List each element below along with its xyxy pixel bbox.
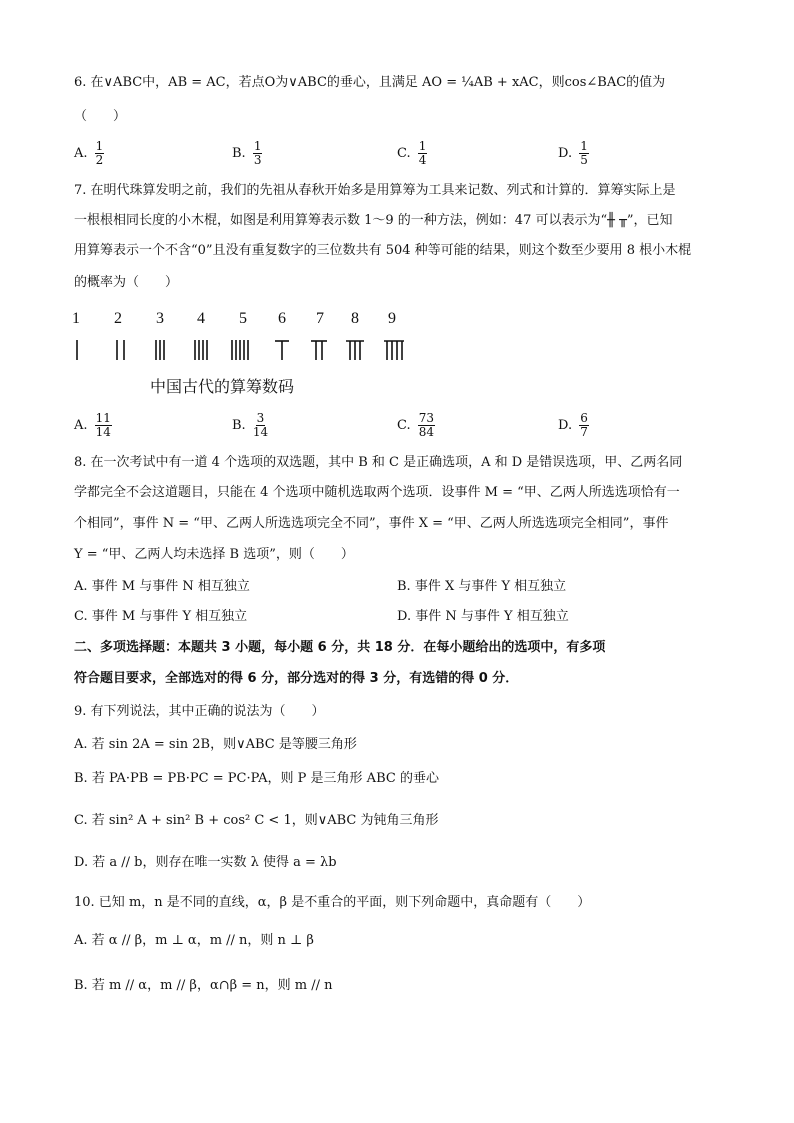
option-fraction	[418, 140, 428, 167]
q7-option-d	[558, 412, 592, 439]
rod-digit: 1	[72, 310, 80, 327]
counting-rods-glyphs	[68, 338, 428, 364]
rod-digit: 7	[316, 310, 324, 327]
option-fraction	[253, 140, 263, 167]
q8-option-a: A. 事件 M 与事件 N 相互独立	[74, 579, 250, 594]
option-fraction	[418, 412, 435, 439]
q8-option-b: B. 事件 X 与事件 Y 相互独立	[397, 579, 567, 594]
rod-digit: 9	[388, 310, 396, 327]
option-fraction	[95, 412, 112, 439]
q7-option-b	[232, 412, 271, 439]
fraction-denominator: 4	[418, 153, 427, 167]
q9-option-d: D. 若 a // b，则存在唯一实数 λ 使得 a = λb	[74, 855, 337, 870]
q6-option-c	[397, 140, 430, 167]
rod-digit: 6	[278, 310, 286, 327]
option-label: C.	[397, 418, 415, 433]
q6-stem-line1: 6. 在∨ABC中，AB = AC，若点O为∨ABC的垂心，且满足 AO = ¼AB + xAC，则cos∠BAC的值为	[74, 75, 666, 90]
rod-digit: 3	[156, 310, 164, 327]
rod-digit: 4	[197, 310, 205, 327]
fraction-numerator: 11	[95, 411, 111, 425]
q7-stem-line4: 的概率为（ ）	[74, 275, 179, 290]
q6-option-a	[74, 140, 107, 167]
rods-caption: 中国古代的算筹数码	[150, 377, 295, 396]
fraction-numerator: 6	[580, 411, 588, 425]
fraction-numerator: 73	[418, 411, 435, 425]
q7-stem-line1: 7. 在明代珠算发明之前，我们的先祖从春秋开始多是用算筹为工具来记数、列式和计算的．算筹实际上是	[74, 183, 676, 198]
fraction-denominator: 14	[95, 425, 111, 439]
section2-heading-line1: 二、多项选择题：本题共 3 小题，每小题 6 分，共 18 分．在每小题给出的选项中，有多项	[74, 640, 606, 655]
fraction-denominator: 3	[253, 153, 262, 167]
fraction-denominator: 2	[95, 153, 104, 167]
q10-stem: 10. 已知 m，n 是不同的直线，α，β 是不重合的平面，则下列命题中，真命题有（ ）	[74, 895, 591, 910]
fraction-denominator: 14	[252, 425, 269, 439]
fraction-numerator: 1	[95, 139, 104, 153]
option-label: B.	[232, 146, 250, 161]
q7-option-a	[74, 412, 115, 439]
q9-option-a: A. 若 sin 2A = sin 2B，则∨ABC 是等腰三角形	[74, 737, 357, 752]
fraction-denominator: 7	[580, 425, 588, 439]
q10-option-a: A. 若 α // β，m ⊥ α，m // n，则 n ⊥ β	[74, 933, 314, 948]
q9-option-b: B. 若 PA·PB = PB·PC = PC·PA，则 P 是三角形 ABC 的垂心	[74, 771, 439, 786]
rod-digit: 8	[351, 310, 359, 327]
q9-stem: 9. 有下列说法，其中正确的说法为（ ）	[74, 704, 325, 719]
q7-option-c	[397, 412, 438, 439]
q8-stem-line4: Y = “甲、乙两人均未选择 B 选项”，则（ ）	[74, 547, 354, 562]
counting-rods-figure	[68, 310, 428, 370]
option-label: D.	[558, 146, 577, 161]
q8-stem-line3: 个相同”，事件 N = “甲、乙两人所选选项完全不同”，事件 X = “甲、乙两人所选选项完全相同”，事件	[74, 516, 669, 531]
q8-option-c: C. 事件 M 与事件 Y 相互独立	[74, 609, 248, 624]
q6-option-b	[232, 140, 265, 167]
fraction-numerator: 3	[256, 411, 265, 425]
q8-option-d: D. 事件 N 与事件 Y 相互独立	[397, 609, 569, 624]
q9-option-c: C. 若 sin² A + sin² B + cos² C < 1，则∨ABC 为钝角三角形	[74, 813, 439, 828]
q8-stem-line1: 8. 在一次考试中有一道 4 个选项的双选题，其中 B 和 C 是正确选项，A 和 D 是错误选项，甲、乙两名同	[74, 455, 683, 470]
option-fraction	[579, 412, 589, 439]
fraction-numerator: 1	[580, 139, 588, 153]
fraction-denominator: 84	[418, 425, 435, 439]
q6-option-d	[558, 140, 592, 167]
q6-stem-line2: （ ）	[74, 109, 127, 124]
q7-stem-line3: 用算筹表示一个不含“0”且没有重复数字的三位数共有 504 种等可能的结果，则这个数至少要用 8 根小木棍	[74, 243, 692, 258]
rod-digit: 5	[239, 310, 247, 327]
q10-option-b: B. 若 m // α，m // β，α∩β = n，则 m // n	[74, 978, 333, 993]
option-label: C.	[397, 146, 415, 161]
option-label: A.	[74, 146, 92, 161]
fraction-denominator: 5	[580, 153, 588, 167]
option-fraction	[95, 140, 105, 167]
q8-stem-line2: 学都完全不会这道题目，只能在 4 个选项中随机选取两个选项．设事件 M = “甲、乙两人所选选项恰有一	[74, 485, 680, 500]
fraction-numerator: 1	[253, 139, 262, 153]
rod-digit: 2	[114, 310, 122, 327]
option-label: A.	[74, 418, 92, 433]
option-label: B.	[232, 418, 250, 433]
option-fraction	[579, 140, 589, 167]
fraction-numerator: 1	[418, 139, 427, 153]
q7-stem-line2: 一根根相同长度的小木棍，如图是利用算筹表示数 1～9 的一种方法，例如：47 可以表示为“╫ ╥”，已知	[74, 213, 673, 228]
section2-heading-line2: 符合题目要求，全部选对的得 6 分，部分选对的得 3 分，有选错的得 0 分．	[74, 671, 519, 686]
option-fraction	[253, 412, 268, 439]
option-label: D.	[558, 418, 577, 433]
